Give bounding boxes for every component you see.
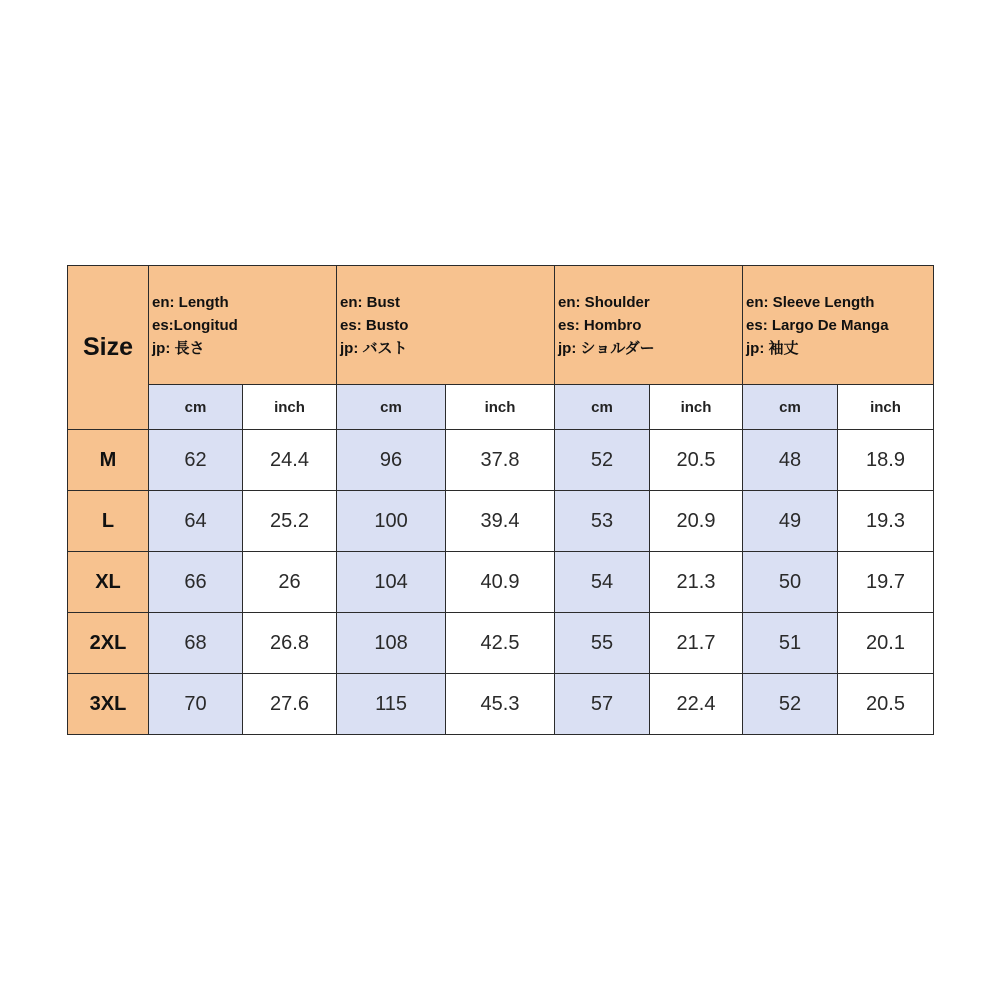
shoulder-cm-value: 57: [555, 674, 650, 735]
length-inch-value: 27.6: [243, 674, 337, 735]
bust-cm-value: 115: [337, 674, 446, 735]
sleeve-inch-value: 20.5: [838, 674, 934, 735]
length-inch-value: 25.2: [243, 491, 337, 552]
sleeve-cm-value: 52: [743, 674, 838, 735]
unit-cm-cell: cm: [337, 385, 446, 430]
shoulder-cm-value: 52: [555, 430, 650, 491]
shoulder-en-label: en: Shoulder: [558, 293, 650, 311]
unit-cm-cell: cm: [149, 385, 243, 430]
sleeve-cm-value: 51: [743, 613, 838, 674]
length-inch-value: 26: [243, 552, 337, 613]
sleeve-inch-value: 18.9: [838, 430, 934, 491]
shoulder-jp-label: jp: ショルダー: [558, 339, 655, 357]
shoulder-inch-value: 21.3: [650, 552, 743, 613]
bust-cm-value: 104: [337, 552, 446, 613]
shoulder-inch-value: 21.7: [650, 613, 743, 674]
sleeve-cm-value: 48: [743, 430, 838, 491]
shoulder-cm-value: 54: [555, 552, 650, 613]
unit-cm-cell: cm: [743, 385, 838, 430]
sleeve-length-header: [743, 266, 934, 385]
unit-inch-cell: inch: [650, 385, 743, 430]
size-label: L: [68, 491, 149, 552]
length-inch-value: 26.8: [243, 613, 337, 674]
length-es-label: es:Longitud: [152, 316, 238, 334]
bust-header: [337, 266, 555, 385]
shoulder-cm-value: 55: [555, 613, 650, 674]
unit-cm-cell: cm: [555, 385, 650, 430]
length-cm-value: 68: [149, 613, 243, 674]
table-row: [68, 674, 934, 735]
unit-inch-cell: inch: [446, 385, 555, 430]
sleeve-es-label: es: Largo De Manga: [746, 316, 889, 334]
size-label: M: [68, 430, 149, 491]
length-cm-value: 66: [149, 552, 243, 613]
shoulder-header: [555, 266, 743, 385]
bust-inch-value: 39.4: [446, 491, 555, 552]
header-row: [68, 266, 934, 385]
table-row: [68, 552, 934, 613]
size-column-header: Size: [68, 266, 149, 430]
length-cm-value: 70: [149, 674, 243, 735]
bust-es-label: es: Busto: [340, 316, 409, 334]
length-inch-value: 24.4: [243, 430, 337, 491]
bust-inch-value: 37.8: [446, 430, 555, 491]
size-label: XL: [68, 552, 149, 613]
bust-inch-value: 42.5: [446, 613, 555, 674]
bust-cm-value: 96: [337, 430, 446, 491]
length-cm-value: 62: [149, 430, 243, 491]
sleeve-inch-value: 19.3: [838, 491, 934, 552]
sleeve-cm-value: 50: [743, 552, 838, 613]
table-row: [68, 613, 934, 674]
size-label: 2XL: [68, 613, 149, 674]
unit-inch-cell: inch: [838, 385, 934, 430]
length-cm-value: 64: [149, 491, 243, 552]
sleeve-inch-value: 19.7: [838, 552, 934, 613]
sleeve-cm-value: 49: [743, 491, 838, 552]
bust-inch-value: 40.9: [446, 552, 555, 613]
size-label: 3XL: [68, 674, 149, 735]
length-en-label: en: Length: [152, 293, 229, 311]
shoulder-inch-value: 20.9: [650, 491, 743, 552]
sleeve-jp-label: jp: 袖丈: [746, 339, 799, 357]
unit-row: [68, 385, 934, 430]
length-jp-label: jp: 長さ: [152, 339, 205, 357]
bust-inch-value: 45.3: [446, 674, 555, 735]
bust-jp-label: jp: バスト: [340, 339, 408, 357]
shoulder-es-label: es: Hombro: [558, 316, 642, 334]
length-header: [149, 266, 337, 385]
sleeve-en-label: en: Sleeve Length: [746, 293, 875, 311]
unit-inch-cell: inch: [243, 385, 337, 430]
bust-cm-value: 100: [337, 491, 446, 552]
table-row: [68, 430, 934, 491]
sleeve-inch-value: 20.1: [838, 613, 934, 674]
shoulder-inch-value: 22.4: [650, 674, 743, 735]
size-chart-table: [67, 265, 934, 735]
shoulder-cm-value: 53: [555, 491, 650, 552]
shoulder-inch-value: 20.5: [650, 430, 743, 491]
bust-cm-value: 108: [337, 613, 446, 674]
bust-en-label: en: Bust: [340, 293, 401, 311]
table-row: [68, 491, 934, 552]
